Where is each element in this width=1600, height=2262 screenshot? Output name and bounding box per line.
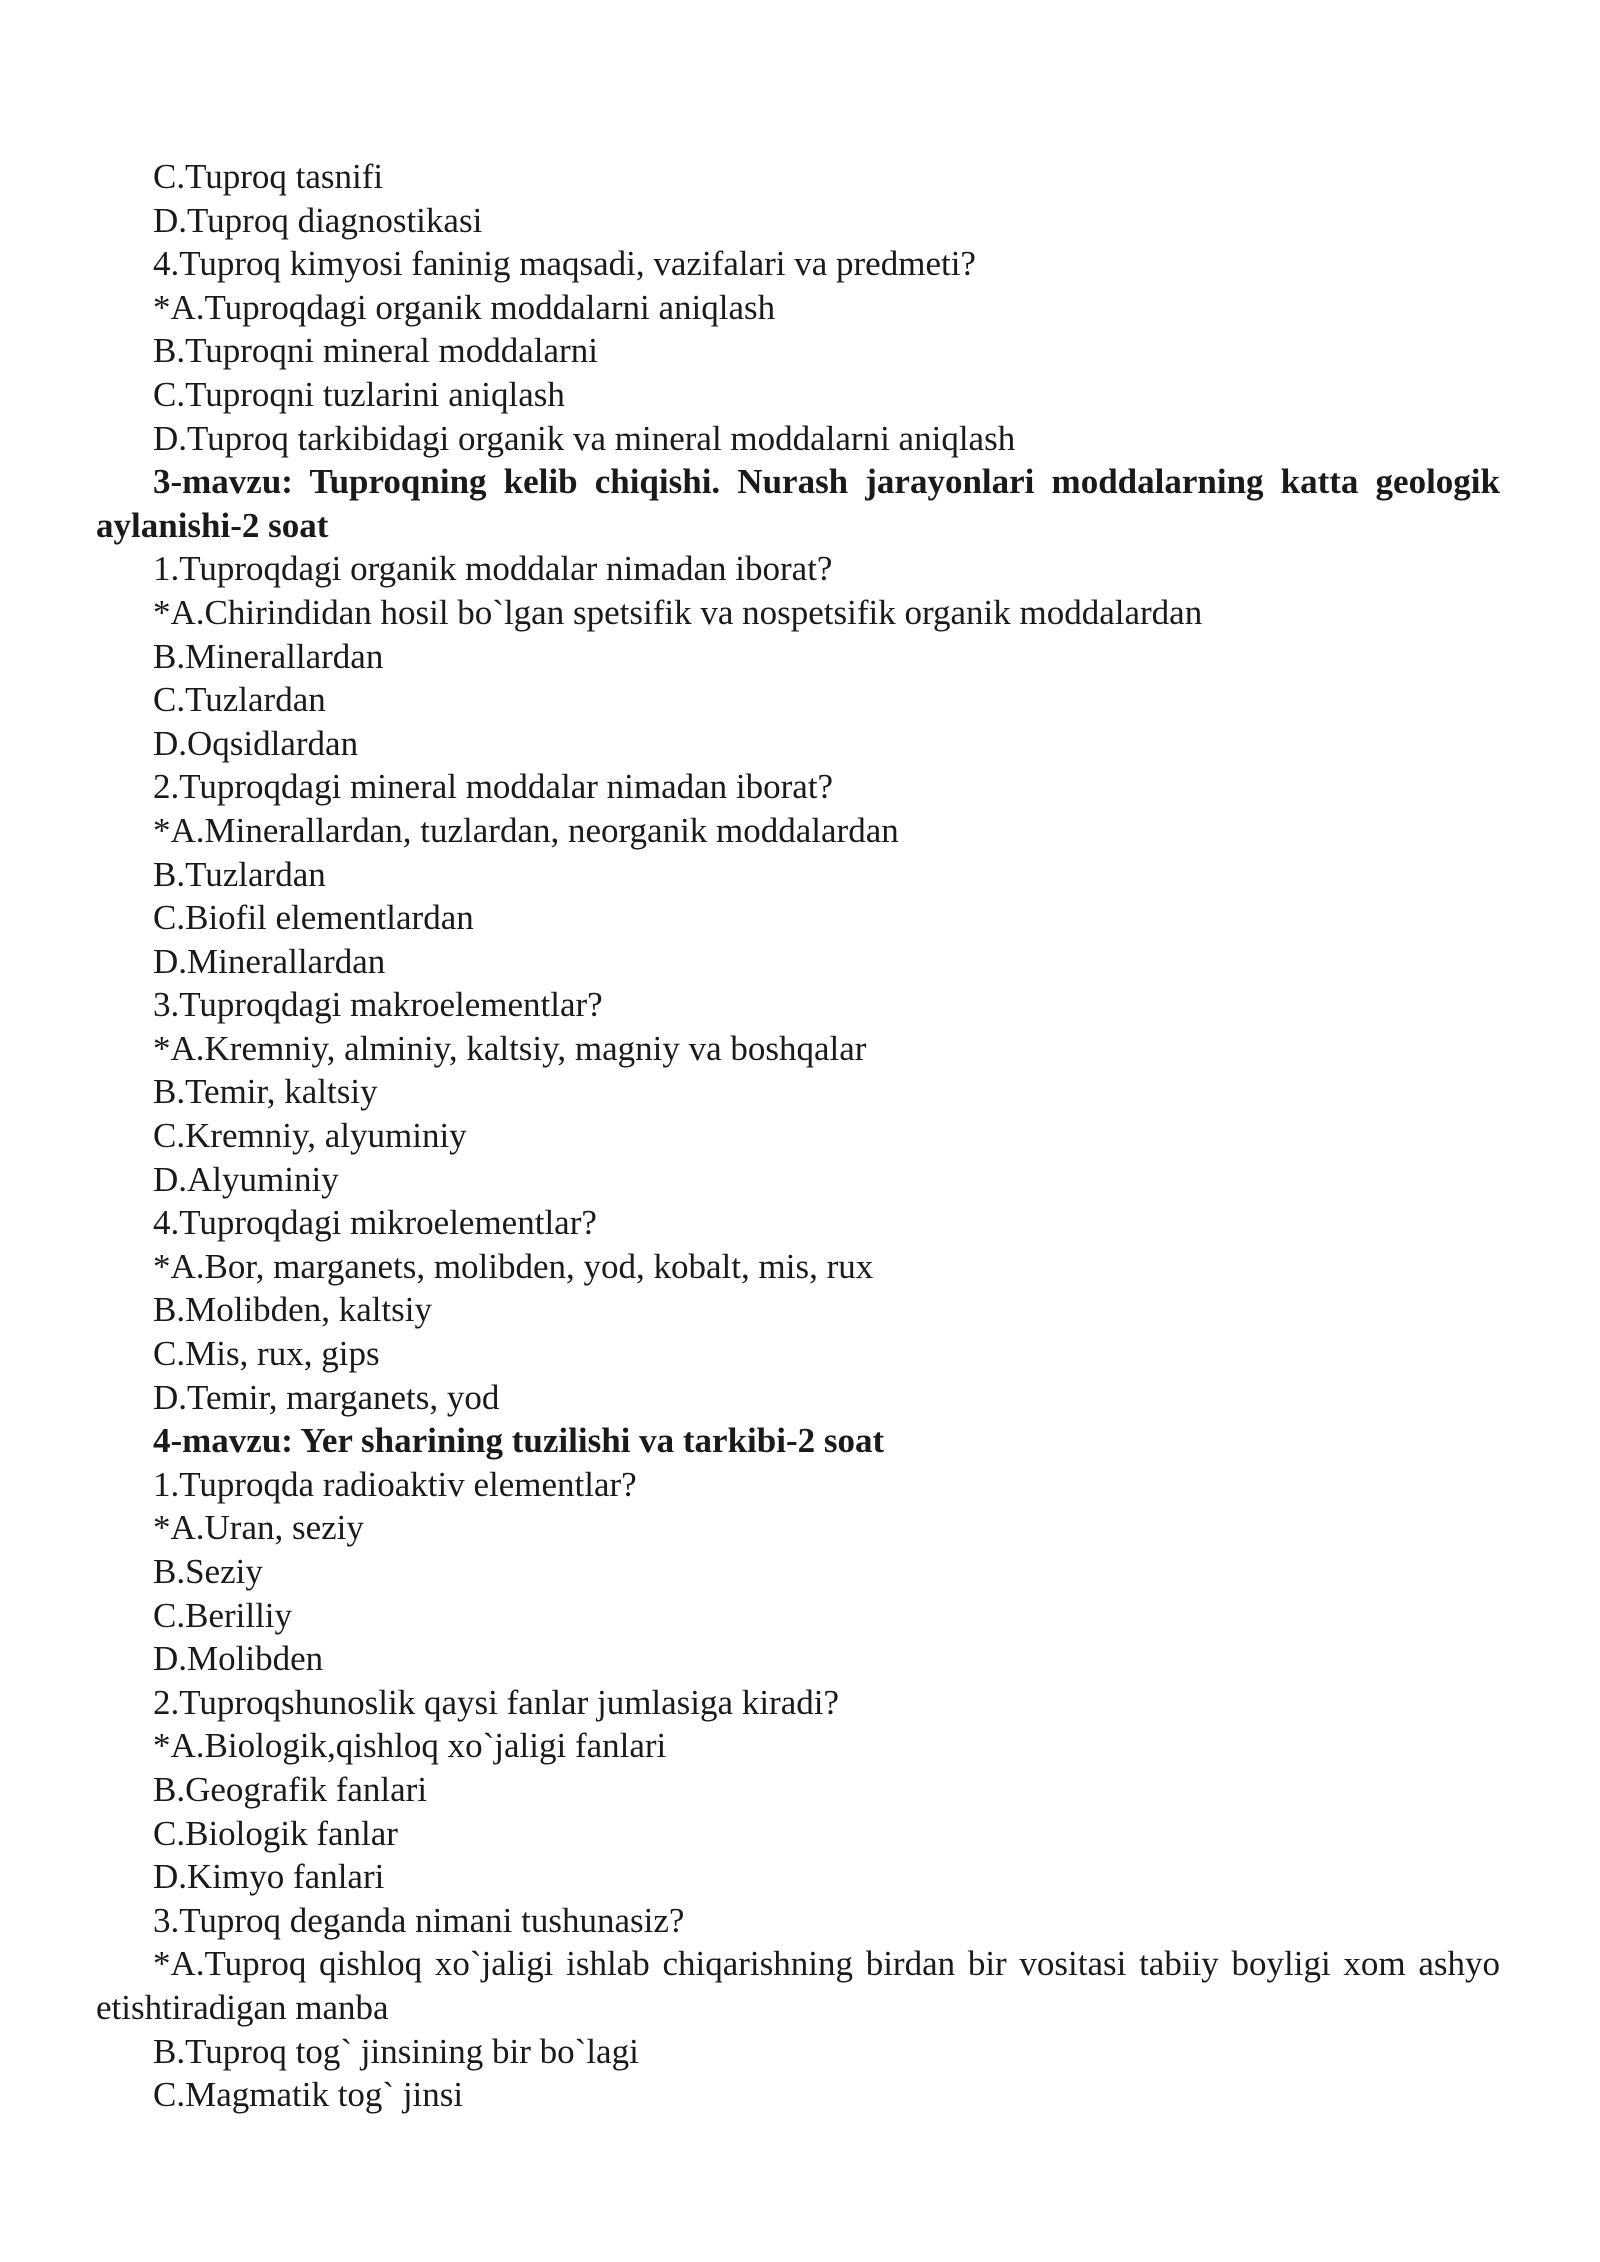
answer-option: B.Molibden, kaltsiy — [153, 1290, 433, 1330]
correct-answer-option: *A.Bor, marganets, molibden, yod, kobalt, mis, rux — [153, 1246, 874, 1286]
correct-answer-option: *A.Chirindidan hosil bo`lgan spetsifik va nospetsifik organik moddalardan — [153, 592, 1203, 632]
answer-option: C.Tuproqni tuzlarini aniqlash — [153, 374, 565, 414]
answer-option: C.Biologik fanlar — [153, 1813, 398, 1853]
answer-option: C.Berilliy — [153, 1595, 293, 1635]
answer-option: D.Molibden — [153, 1639, 324, 1679]
question: 3.Tuproqdagi makroelementlar? — [153, 985, 603, 1025]
correct-answer-option: *A.Minerallardan, tuzlardan, neorganik moddalardan — [153, 810, 899, 850]
answer-option: D.Minerallardan — [153, 941, 386, 981]
correct-answer-option: *A.Kremniy, alminiy, kaltsiy, magniy va boshqalar — [153, 1028, 867, 1068]
section-heading-topic-4: 4-mavzu: Yer sharining tuzilishi va tarkibi-2 soat — [153, 1421, 885, 1461]
correct-answer-option: *A.Tuproqdagi organik moddalarni aniqlash — [153, 287, 776, 327]
correct-answer-option: *A.Biologik,qishloq xo`jaligi fanlari — [153, 1726, 667, 1766]
answer-option: D.Alyuminiy — [153, 1159, 339, 1199]
answer-option: B.Tuzlardan — [153, 854, 326, 894]
answer-option: D.Tuproq diagnostikasi — [153, 200, 483, 240]
answer-option: C.Magmatik tog` jinsi — [153, 2075, 464, 2115]
answer-option: B.Temir, kaltsiy — [153, 1072, 378, 1112]
question: 4.Tuproq kimyosi faninig maqsadi, vazifalari va predmeti? — [153, 244, 976, 284]
answer-option: B.Seziy — [153, 1552, 263, 1591]
question: 2.Tuproqdagi mineral moddalar nimadan iborat? — [153, 767, 834, 807]
correct-answer-option: *A.Tuproq qishloq xo`jaligi ishlab chiqarishning birdan bir vositasi tabiiy boyligi xom ashyo etishtiradigan manba — [96, 1944, 1500, 2027]
correct-answer-option: *A.Uran, seziy — [153, 1508, 364, 1548]
answer-option: D.Temir, marganets, yod — [153, 1377, 500, 1417]
answer-option: D.Oqsidlardan — [153, 723, 359, 763]
answer-option: C.Tuproq tasnifi — [153, 157, 384, 196]
answer-option: B.Tuproq tog` jinsining bir bo`lagi — [153, 2031, 639, 2071]
answer-option: D.Tuproq tarkibidagi organik va mineral moddalarni aniqlash — [153, 418, 1016, 458]
question: 1.Tuproqda radioaktiv elementlar? — [153, 1464, 637, 1504]
answer-option: C.Mis, rux, gips — [153, 1334, 380, 1374]
answer-option: B.Geografik fanlari — [153, 1769, 428, 1809]
section-heading-topic-3: 3-mavzu: Tuproqning kelib chiqishi. Nurash jarayonlari moddalarning katta geologik aylanishi-2 soat — [96, 462, 1500, 545]
answer-option: C.Biofil elementlardan — [153, 898, 474, 938]
answer-option: B.Minerallardan — [153, 636, 384, 676]
answer-option: C.Kremniy, alyuminiy — [153, 1116, 467, 1156]
document-body — [96, 155, 1500, 2117]
answer-option: D.Kimyo fanlari — [153, 1857, 385, 1897]
answer-option: B.Tuproqni mineral moddalarni — [153, 331, 598, 371]
question: 2.Tuproqshunoslik qaysi fanlar jumlasiga kiradi? — [153, 1682, 839, 1722]
answer-option: C.Tuzlardan — [153, 680, 326, 720]
question: 1.Tuproqdagi organik moddalar nimadan iborat? — [153, 549, 833, 589]
question: 3.Tuproq deganda nimani tushunasiz? — [153, 1900, 685, 1940]
question: 4.Tuproqdagi mikroelementlar? — [153, 1203, 597, 1243]
